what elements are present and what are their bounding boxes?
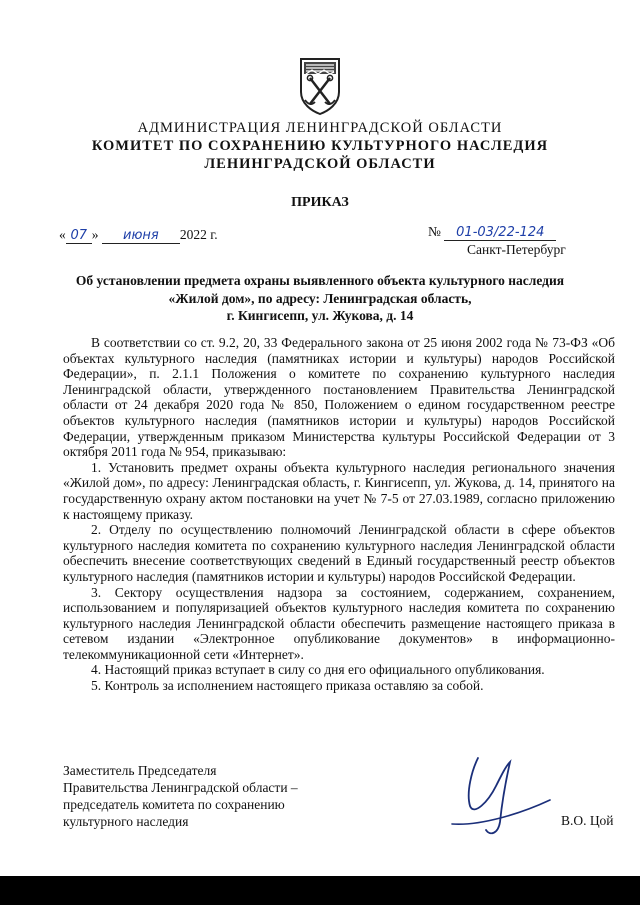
order-date bbox=[59, 227, 218, 244]
body-item-5: 5. Контроль за исполнением настоящего приказа оставляю за собой. bbox=[91, 678, 484, 694]
order-body bbox=[63, 335, 615, 694]
order-title bbox=[60, 272, 580, 325]
signatory-line-4: культурного наследия bbox=[63, 814, 189, 829]
signatory-line-2: Правительства Ленинградской области – bbox=[63, 780, 298, 795]
scan-bottom-border bbox=[0, 876, 640, 905]
date-day: 07 bbox=[66, 228, 92, 244]
date-month: июня bbox=[102, 228, 180, 244]
title-line-3: г. Кингисепп, ул. Жукова, д. 14 bbox=[226, 308, 414, 323]
header-committee: КОМИТЕТ ПО СОХРАНЕНИЮ КУЛЬТУРНОГО НАСЛЕДИЯ bbox=[91, 138, 549, 154]
header-administration: АДМИНИСТРАЦИЯ ЛЕНИНГРАДСКОЙ ОБЛАСТИ bbox=[137, 120, 503, 136]
signatory-line-3: председатель комитета по сохранению bbox=[63, 797, 285, 812]
signatory-position bbox=[63, 762, 298, 830]
handwritten-signature bbox=[430, 740, 560, 840]
date-year: 2022 г. bbox=[179, 227, 218, 242]
header-region: ЛЕНИНГРАДСКОЙ ОБЛАСТИ bbox=[204, 156, 436, 172]
document-type-title: ПРИКАЗ bbox=[291, 195, 349, 210]
number-value: 01-03/22-124 bbox=[444, 225, 556, 241]
body-item-2: 2. Отделу по осуществлению полномочий Ленинградской области в сфере объектов культурного наследия комитета по сохранению культурного наследия Ленинградской области обеспечить внесение соответствующих сведений в Единый государственный реестр объектов культурного наследия (памятников истории и культуры) народов Российской Федерации. bbox=[63, 522, 615, 584]
number-prefix: № bbox=[428, 224, 441, 239]
date-open-quote: « bbox=[59, 227, 66, 242]
date-close-quote: » bbox=[91, 227, 99, 242]
order-city: Санкт-Петербург bbox=[467, 242, 566, 257]
title-line-2: «Жилой дом», по адресу: Ленинградская область, bbox=[168, 290, 472, 306]
signatory-name: В.О. Цой bbox=[561, 813, 614, 828]
body-preamble: В соответствии со ст. 9.2, 20, 33 Федерального закона от 25 июня 2002 года № 73-ФЗ «Об объектах культурного наследия (памятниках истории и культуры) народов Российской Федерации», п. 2.1.1 Положения о комитете по сохранению культурного наследия Ленинградской области, утвержденного постановлением Правительства Ленинградской области от 24 декабря 2020 года № 850, Положением о едином государственном реестре объектов культурного наследия (памятников истории и культуры) народов Российской Федерации, утвержденным приказом Министерства культуры Российской Федерации от 3 октября 2011 года № 954, приказываю: bbox=[63, 335, 615, 460]
coat-of-arms-icon bbox=[298, 56, 342, 116]
signatory-line-1: Заместитель Председателя bbox=[63, 763, 217, 778]
body-item-3: 3. Сектору осуществления надзора за состоянием, содержанием, сохранением, использованием и популяризацией объектов культурного наследия комитета по сохранению культурного наследия Ленинградской области обеспечить размещение настоящего приказа в сетевом издании «Электронное опубликование документов» в информационно-телекоммуникационной сети «Интернет». bbox=[63, 584, 615, 662]
body-item-4: 4. Настоящий приказ вступает в силу со дня его официального опубликования. bbox=[91, 662, 545, 678]
title-line-1: Об установлении предмета охраны выявленного объекта культурного наследия bbox=[75, 273, 565, 288]
order-number bbox=[428, 224, 556, 241]
body-item-1: 1. Установить предмет охраны объекта культурного наследия регионального значения «Жилой дом», по адресу: Ленинградская область, г. Кингисепп, ул. Жукова, д. 14, принятого на государственную охрану актом постановки на учет № 7-5 от 27.03.1989, согласно приложению к настоящему приказу. bbox=[63, 459, 615, 522]
